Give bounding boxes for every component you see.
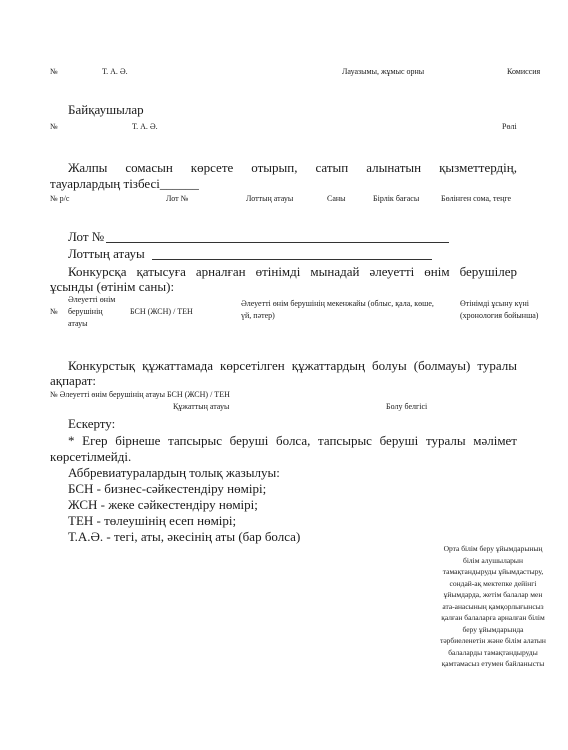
members-position-header: Лауазымы, жұмыс орны [342, 67, 425, 76]
goods-col-unit-price: Бірлік бағасы [373, 194, 420, 203]
goods-intro-line2: тауарлардың тізбесі______ [50, 176, 199, 191]
documents-intro-line2: ақпарат: [50, 373, 97, 388]
applications-col-address-l2: үй, пәтер) [241, 311, 275, 320]
members-name-header: Т. А. Ә. [102, 67, 128, 76]
members-commission-header: Комиссия [507, 67, 541, 76]
goods-col-lot-no: Лот № [166, 194, 189, 203]
observers-title: Байқаушылар [68, 102, 144, 117]
applications-col-date-l2: (хронология бойынша) [460, 311, 539, 320]
lot-number-line [106, 242, 449, 243]
abbreviation-zhsn: ЖСН - жеке сәйкестендіру нөмірі; [68, 497, 258, 512]
appendix-note-line: балаларды тамақтандыруды [448, 647, 538, 657]
abbreviation-bsn: БСН - бизнес-сәйкестендіру нөмірі; [68, 481, 267, 496]
appendix-note-line: қалған балаларға арналған білім [441, 613, 545, 622]
goods-intro-line1: Жалпы сомасын көрсете отырып, сатып алынатын қызметтердің, [68, 160, 517, 175]
appendix-note [418, 543, 568, 670]
lot-number-label: Лот № [68, 229, 105, 244]
applications-col-ids: БСН (ЖСН) / ТЕН [130, 307, 193, 316]
appendix-note-line: беру ұйымдарында [462, 624, 524, 634]
notes-title: Ескерту: [68, 416, 116, 431]
applications-col-supplier-l2: берушінің [68, 307, 103, 316]
documents-intro-line1: Конкурстық құжаттамада көрсетілген құжаттардың болуы (болмауы) туралы [68, 358, 517, 373]
note-customer-line1: * Егер бірнеше тапсырыс беруші болса, тапсырыс беруші туралы мәлімет [68, 433, 517, 448]
members-num-header: № [50, 67, 58, 76]
appendix-note-line: қамтамасыз етумен байланысты [441, 659, 545, 668]
applications-intro-line1: Конкурсқа қатысуға арналған өтінімді мынадай әлеуетті өнім берушілер [68, 264, 517, 279]
goods-col-allocated-sum: Бөлінген сома, теңге [441, 194, 512, 203]
applications-col-supplier-l3: атауы [68, 319, 88, 328]
documents-col-mark: Болу белгісі [386, 402, 428, 411]
lot-name-label: Лоттың атауы [68, 246, 145, 261]
appendix-note-line: тәрбиеленетін және білім алатын [440, 636, 546, 645]
goods-col-num: № р/с [50, 194, 70, 203]
appendix-note-line: сондай-ақ мектепке дейінгі [449, 578, 537, 588]
appendix-note-line: ұйымдарда, жетім балалар мен [443, 590, 543, 599]
appendix-note-line: Орта білім беру ұйымдарының [443, 544, 543, 553]
abbreviation-tae: Т.А.Ә. - тегі, аты, әкесінің аты (бар болса) [68, 529, 301, 544]
applications-col-num: № [50, 307, 58, 316]
applications-col-date-l1: Өтінімді ұсыну күні [460, 299, 529, 308]
appendix-note-line: тамақтандыруды ұйымдастыру, [442, 567, 544, 576]
note-customer-line2: көрсетілмейді. [50, 449, 132, 464]
appendix-note-line: ата-анасының қамқорлығынсыз [442, 601, 544, 611]
lot-name-line [152, 259, 432, 260]
applications-col-address-l1: Әлеуетті өнім берушінің мекенжайы (облыс, қала, көше, [241, 299, 434, 308]
appendix-note-line: білім алушыларын [463, 555, 523, 565]
observers-num-header: № [50, 122, 58, 131]
observers-name-header: Т. А. Ә. [132, 122, 158, 131]
observers-role-header: Рөлі [502, 122, 517, 131]
abbreviation-ten: ТЕН - төлеушінің есеп нөмірі; [68, 513, 237, 528]
goods-col-quantity: Саны [327, 194, 346, 203]
documents-col-supplier: № Әлеуетті өнім берушінің атауы БСН (ЖСН) / ТЕН [50, 390, 230, 399]
abbreviations-title: Аббревиатуралардың толық жазылуы: [68, 465, 280, 480]
applications-intro-line2: ұсынды (өтінім саны): [50, 279, 175, 294]
documents-col-doc-name: Құжаттың атауы [173, 402, 230, 411]
goods-col-lot-name: Лоттың атауы [246, 194, 294, 203]
applications-col-supplier-l1: Әлеуетті өнім [68, 295, 116, 304]
